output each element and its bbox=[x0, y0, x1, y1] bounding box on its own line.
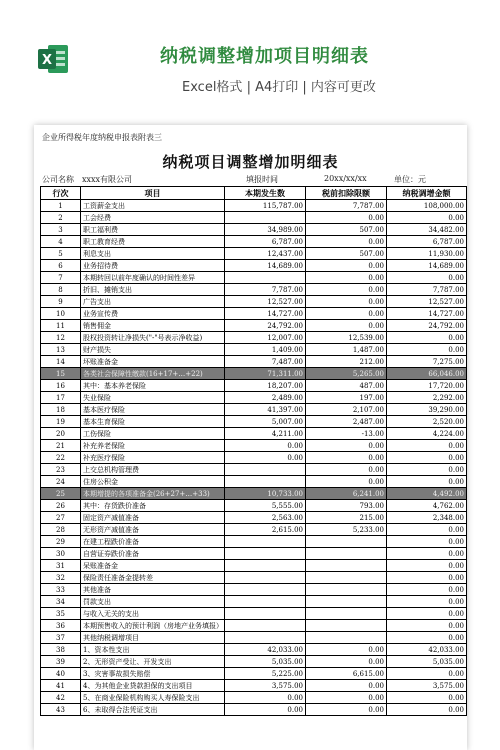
cell-amount bbox=[225, 464, 306, 476]
cell-item: 失业保险 bbox=[81, 392, 225, 404]
cell-tax-adjust: 2,520.00 bbox=[387, 416, 467, 428]
cell-tax-adjust: 7,787.00 bbox=[387, 284, 467, 296]
cell-deduction-limit: 212.00 bbox=[306, 356, 387, 368]
cell-amount: 0.00 bbox=[225, 440, 306, 452]
cell-deduction-limit: 507.00 bbox=[306, 224, 387, 236]
table-row bbox=[41, 296, 467, 308]
cell-tax-adjust: 0.00 bbox=[387, 632, 467, 644]
cell-amount: 2,563.00 bbox=[225, 512, 306, 524]
cell-row-number: 35 bbox=[41, 608, 81, 620]
header-deduction-limit: 税前扣除限额 bbox=[306, 187, 387, 200]
cell-deduction-limit: 0.00 bbox=[306, 704, 387, 716]
cell-tax-adjust: 0.00 bbox=[387, 620, 467, 632]
cell-deduction-limit: 487.00 bbox=[306, 380, 387, 392]
cell-row-number: 7 bbox=[41, 272, 81, 284]
cell-row-number: 9 bbox=[41, 296, 81, 308]
cell-amount bbox=[225, 596, 306, 608]
cell-tax-adjust: 2,292.00 bbox=[387, 392, 467, 404]
cell-row-number: 22 bbox=[41, 452, 81, 464]
cell-deduction-limit: 0.00 bbox=[306, 440, 387, 452]
cell-deduction-limit: 0.00 bbox=[306, 692, 387, 704]
table-row bbox=[41, 416, 467, 428]
cell-amount bbox=[225, 476, 306, 488]
cell-tax-adjust: 0.00 bbox=[387, 464, 467, 476]
cell-tax-adjust: 0.00 bbox=[387, 572, 467, 584]
table-row bbox=[41, 692, 467, 704]
cell-tax-adjust: 0.00 bbox=[387, 440, 467, 452]
cell-amount: 10,733.00 bbox=[225, 488, 306, 500]
cell-deduction-limit: 0.00 bbox=[306, 284, 387, 296]
cell-item: 其他准备 bbox=[81, 584, 225, 596]
cell-amount bbox=[225, 572, 306, 584]
fill-time-label: 填报时间 bbox=[246, 175, 278, 184]
cell-amount: 12,527.00 bbox=[225, 296, 306, 308]
cell-tax-adjust: 0.00 bbox=[387, 476, 467, 488]
cell-amount: 14,689.00 bbox=[225, 260, 306, 272]
cell-deduction-limit: 5,265.00 bbox=[306, 368, 387, 380]
cell-amount: 7,487.00 bbox=[225, 356, 306, 368]
cell-tax-adjust: 0.00 bbox=[387, 452, 467, 464]
cell-deduction-limit: 0.00 bbox=[306, 320, 387, 332]
cell-row-number: 5 bbox=[41, 248, 81, 260]
cell-item: 各类社会保障性缴款(16+17+…+22) bbox=[81, 368, 225, 380]
cell-tax-adjust: 0.00 bbox=[387, 212, 467, 224]
cell-amount bbox=[225, 560, 306, 572]
cell-deduction-limit: 0.00 bbox=[306, 236, 387, 248]
cell-tax-adjust: 0.00 bbox=[387, 536, 467, 548]
cell-tax-adjust: 0.00 bbox=[387, 524, 467, 536]
cell-deduction-limit: 0.00 bbox=[306, 212, 387, 224]
header-tax-adjust: 纳税调增金额 bbox=[387, 187, 467, 200]
table-row bbox=[41, 500, 467, 512]
cell-tax-adjust: 34,482.00 bbox=[387, 224, 467, 236]
cell-row-number: 32 bbox=[41, 572, 81, 584]
table-row bbox=[41, 608, 467, 620]
cell-tax-adjust: 0.00 bbox=[387, 344, 467, 356]
cell-item: 2、无形资产受让、开发支出 bbox=[81, 656, 225, 668]
cell-amount: 2,489.00 bbox=[225, 392, 306, 404]
cell-item: 本期增提的各项准备金(26+27+…+33) bbox=[81, 488, 225, 500]
cell-item: 住房公积金 bbox=[81, 476, 225, 488]
cell-row-number: 3 bbox=[41, 224, 81, 236]
cell-amount: 18,207.00 bbox=[225, 380, 306, 392]
cell-amount bbox=[225, 608, 306, 620]
table-row bbox=[41, 332, 467, 344]
cell-item: 呆账准备金 bbox=[81, 560, 225, 572]
table-row bbox=[41, 428, 467, 440]
cell-deduction-limit: 793.00 bbox=[306, 500, 387, 512]
table-row bbox=[41, 260, 467, 272]
cell-amount: 3,575.00 bbox=[225, 680, 306, 692]
excel-icon-letter: X bbox=[41, 53, 53, 68]
cell-tax-adjust: 5,035.00 bbox=[387, 656, 467, 668]
cell-item: 5、在商业保险机构购买人寿保险支出 bbox=[81, 692, 225, 704]
cell-deduction-limit: 215.00 bbox=[306, 512, 387, 524]
cell-row-number: 1 bbox=[41, 200, 81, 212]
cell-deduction-limit bbox=[306, 584, 387, 596]
cell-row-number: 8 bbox=[41, 284, 81, 296]
cell-row-number: 12 bbox=[41, 332, 81, 344]
table-row bbox=[41, 560, 467, 572]
cell-tax-adjust: 0.00 bbox=[387, 584, 467, 596]
table-row bbox=[41, 620, 467, 632]
cell-row-number: 11 bbox=[41, 320, 81, 332]
cell-item: 6、未取得合法凭证支出 bbox=[81, 704, 225, 716]
cell-deduction-limit: 6,615.00 bbox=[306, 668, 387, 680]
cell-tax-adjust: 4,224.00 bbox=[387, 428, 467, 440]
cell-deduction-limit bbox=[306, 608, 387, 620]
cell-item: 基本医疗保险 bbox=[81, 404, 225, 416]
cell-item: 财产损失 bbox=[81, 344, 225, 356]
table-row bbox=[41, 656, 467, 668]
cell-item: 补充养老保险 bbox=[81, 440, 225, 452]
cell-amount: 34,989.00 bbox=[225, 224, 306, 236]
table-row bbox=[41, 632, 467, 644]
cell-tax-adjust: 3,575.00 bbox=[387, 680, 467, 692]
cell-row-number: 27 bbox=[41, 512, 81, 524]
cell-item: 股权投资转让净损失("-"号表示净收益) bbox=[81, 332, 225, 344]
cell-deduction-limit bbox=[306, 620, 387, 632]
cell-row-number: 31 bbox=[41, 560, 81, 572]
header-amount: 本期发生数 bbox=[225, 187, 306, 200]
cell-amount bbox=[225, 620, 306, 632]
cell-tax-adjust: 12,527.00 bbox=[387, 296, 467, 308]
cell-item: 销售佣金 bbox=[81, 320, 225, 332]
cell-row-number: 28 bbox=[41, 524, 81, 536]
cell-item: 职工福利费 bbox=[81, 224, 225, 236]
cell-row-number: 33 bbox=[41, 584, 81, 596]
cell-deduction-limit: 0.00 bbox=[306, 308, 387, 320]
cell-tax-adjust: 17,720.00 bbox=[387, 380, 467, 392]
table-row bbox=[41, 476, 467, 488]
cell-row-number: 18 bbox=[41, 404, 81, 416]
table-row bbox=[41, 236, 467, 248]
cell-deduction-limit: 2,487.00 bbox=[306, 416, 387, 428]
cell-amount bbox=[225, 536, 306, 548]
cell-tax-adjust: 0.00 bbox=[387, 332, 467, 344]
cell-amount bbox=[225, 272, 306, 284]
cell-deduction-limit: 0.00 bbox=[306, 452, 387, 464]
cell-tax-adjust: 39,290.00 bbox=[387, 404, 467, 416]
table-row bbox=[41, 440, 467, 452]
cell-item: 利息支出 bbox=[81, 248, 225, 260]
form-subtitle: 企业所得税年度纳税申报表附表三 bbox=[42, 133, 162, 142]
cell-item: 其中：存货跌价准备 bbox=[81, 500, 225, 512]
cell-deduction-limit bbox=[306, 560, 387, 572]
cell-tax-adjust: 4,762.00 bbox=[387, 500, 467, 512]
cell-amount: 42,033.00 bbox=[225, 644, 306, 656]
cell-amount: 14,727.00 bbox=[225, 308, 306, 320]
cell-deduction-limit: 0.00 bbox=[306, 464, 387, 476]
cell-row-number: 21 bbox=[41, 440, 81, 452]
cell-row-number: 34 bbox=[41, 596, 81, 608]
header-item: 项目 bbox=[81, 187, 225, 200]
cell-item: 工会经费 bbox=[81, 212, 225, 224]
cell-deduction-limit: 2,107.00 bbox=[306, 404, 387, 416]
cell-item: 固定资产减值准备 bbox=[81, 512, 225, 524]
cell-item: 补充医疗保险 bbox=[81, 452, 225, 464]
cell-item: 无形资产减值准备 bbox=[81, 524, 225, 536]
cell-row-number: 39 bbox=[41, 656, 81, 668]
table-row bbox=[41, 404, 467, 416]
cell-amount: 5,555.00 bbox=[225, 500, 306, 512]
table-row bbox=[41, 368, 467, 380]
cell-row-number: 30 bbox=[41, 548, 81, 560]
cell-row-number: 23 bbox=[41, 464, 81, 476]
cell-item: 本期预售收入的预计利润（房地产业务填报） bbox=[81, 620, 225, 632]
company-name: xxxx有限公司 bbox=[82, 175, 133, 184]
cell-amount: 4,211.00 bbox=[225, 428, 306, 440]
cell-tax-adjust: 66,046.00 bbox=[387, 368, 467, 380]
cell-row-number: 4 bbox=[41, 236, 81, 248]
table-row bbox=[41, 380, 467, 392]
table-row bbox=[41, 464, 467, 476]
cell-tax-adjust: 0.00 bbox=[387, 548, 467, 560]
cell-row-number: 20 bbox=[41, 428, 81, 440]
cell-row-number: 17 bbox=[41, 392, 81, 404]
cell-amount bbox=[225, 548, 306, 560]
table-row bbox=[41, 572, 467, 584]
cell-tax-adjust: 6,787.00 bbox=[387, 236, 467, 248]
banner-title: 纳税调整增加项目明细表 bbox=[160, 46, 369, 67]
cell-deduction-limit bbox=[306, 596, 387, 608]
table-row bbox=[41, 344, 467, 356]
table-row bbox=[41, 308, 467, 320]
cell-tax-adjust: 0.00 bbox=[387, 596, 467, 608]
cell-item: 工资薪金支出 bbox=[81, 200, 225, 212]
table-row bbox=[41, 512, 467, 524]
cell-item: 罚款支出 bbox=[81, 596, 225, 608]
cell-item: 3、灾害事故损失赔偿 bbox=[81, 668, 225, 680]
cell-deduction-limit bbox=[306, 572, 387, 584]
cell-deduction-limit: 0.00 bbox=[306, 272, 387, 284]
cell-row-number: 16 bbox=[41, 380, 81, 392]
table-row bbox=[41, 704, 467, 716]
cell-row-number: 6 bbox=[41, 260, 81, 272]
spreadsheet-page bbox=[34, 125, 467, 750]
cell-deduction-limit: 197.00 bbox=[306, 392, 387, 404]
cell-deduction-limit: 0.00 bbox=[306, 476, 387, 488]
table-row bbox=[41, 524, 467, 536]
cell-item: 职工教育经费 bbox=[81, 236, 225, 248]
cell-row-number: 26 bbox=[41, 500, 81, 512]
cell-amount: 12,437.00 bbox=[225, 248, 306, 260]
cell-tax-adjust: 0.00 bbox=[387, 668, 467, 680]
cell-amount: 0.00 bbox=[225, 452, 306, 464]
table-row bbox=[41, 488, 467, 500]
cell-amount: 71,311.00 bbox=[225, 368, 306, 380]
cell-row-number: 40 bbox=[41, 668, 81, 680]
cell-amount bbox=[225, 212, 306, 224]
cell-item: 上交总机构管理费 bbox=[81, 464, 225, 476]
cell-tax-adjust: 7,275.00 bbox=[387, 356, 467, 368]
cell-deduction-limit: 6,241.00 bbox=[306, 488, 387, 500]
cell-deduction-limit bbox=[306, 632, 387, 644]
cell-deduction-limit: 5,233.00 bbox=[306, 524, 387, 536]
table-header-row bbox=[41, 187, 467, 200]
cell-deduction-limit: 0.00 bbox=[306, 260, 387, 272]
cell-row-number: 10 bbox=[41, 308, 81, 320]
table-row bbox=[41, 392, 467, 404]
cell-row-number: 41 bbox=[41, 680, 81, 692]
cell-amount: 115,787.00 bbox=[225, 200, 306, 212]
cell-row-number: 25 bbox=[41, 488, 81, 500]
cell-tax-adjust: 0.00 bbox=[387, 704, 467, 716]
cell-deduction-limit bbox=[306, 548, 387, 560]
table-row bbox=[41, 668, 467, 680]
cell-amount: 0.00 bbox=[225, 692, 306, 704]
cell-item: 折旧、摊销支出 bbox=[81, 284, 225, 296]
cell-item: 坏账准备金 bbox=[81, 356, 225, 368]
document-title: 纳税项目调整增加明细表 bbox=[162, 153, 339, 171]
table-row bbox=[41, 584, 467, 596]
cell-row-number: 13 bbox=[41, 344, 81, 356]
cell-tax-adjust: 42,033.00 bbox=[387, 644, 467, 656]
company-label: 公司名称 bbox=[42, 175, 74, 184]
header-row-no: 行次 bbox=[41, 187, 81, 200]
cell-deduction-limit: 0.00 bbox=[306, 296, 387, 308]
cell-amount: 5,035.00 bbox=[225, 656, 306, 668]
cell-deduction-limit: 7,787.00 bbox=[306, 200, 387, 212]
cell-tax-adjust: 0.00 bbox=[387, 272, 467, 284]
cell-item: 业务宣传费 bbox=[81, 308, 225, 320]
table-row bbox=[41, 452, 467, 464]
cell-item: 4、为其他企业贷款担保的支出项目 bbox=[81, 680, 225, 692]
cell-tax-adjust: 0.00 bbox=[387, 692, 467, 704]
cell-amount: 5,225.00 bbox=[225, 668, 306, 680]
cell-row-number: 2 bbox=[41, 212, 81, 224]
adjustment-table bbox=[40, 186, 467, 716]
cell-tax-adjust: 14,727.00 bbox=[387, 308, 467, 320]
table-row bbox=[41, 284, 467, 296]
cell-tax-adjust: 11,930.00 bbox=[387, 248, 467, 260]
cell-tax-adjust: 14,689.00 bbox=[387, 260, 467, 272]
table-row bbox=[41, 536, 467, 548]
excel-icon bbox=[36, 42, 70, 76]
table-row bbox=[41, 548, 467, 560]
cell-item: 基本生育保险 bbox=[81, 416, 225, 428]
banner bbox=[0, 0, 500, 112]
cell-row-number: 43 bbox=[41, 704, 81, 716]
table-row bbox=[41, 200, 467, 212]
table-row bbox=[41, 224, 467, 236]
cell-row-number: 37 bbox=[41, 632, 81, 644]
table-row bbox=[41, 248, 467, 260]
cell-item: 与收入无关的支出 bbox=[81, 608, 225, 620]
cell-amount: 24,792.00 bbox=[225, 320, 306, 332]
table-row bbox=[41, 320, 467, 332]
cell-tax-adjust: 0.00 bbox=[387, 560, 467, 572]
cell-deduction-limit: 0.00 bbox=[306, 644, 387, 656]
cell-amount: 0.00 bbox=[225, 704, 306, 716]
cell-tax-adjust: 0.00 bbox=[387, 608, 467, 620]
cell-amount: 1,409.00 bbox=[225, 344, 306, 356]
cell-row-number: 29 bbox=[41, 536, 81, 548]
cell-item: 本期转回以前年度确认的时间性差异 bbox=[81, 272, 225, 284]
cell-tax-adjust: 2,348.00 bbox=[387, 512, 467, 524]
table-row bbox=[41, 212, 467, 224]
cell-row-number: 36 bbox=[41, 620, 81, 632]
cell-row-number: 14 bbox=[41, 356, 81, 368]
cell-deduction-limit: 12,539.00 bbox=[306, 332, 387, 344]
cell-deduction-limit: -13.00 bbox=[306, 428, 387, 440]
cell-item: 业务招待费 bbox=[81, 260, 225, 272]
cell-item: 自营证券跌价准备 bbox=[81, 548, 225, 560]
cell-amount: 6,787.00 bbox=[225, 236, 306, 248]
cell-item: 广告支出 bbox=[81, 296, 225, 308]
cell-item: 其中：基本养老保险 bbox=[81, 380, 225, 392]
table-row bbox=[41, 596, 467, 608]
cell-amount: 2,615.00 bbox=[225, 524, 306, 536]
cell-deduction-limit bbox=[306, 536, 387, 548]
cell-tax-adjust: 24,792.00 bbox=[387, 320, 467, 332]
cell-tax-adjust: 108,000.00 bbox=[387, 200, 467, 212]
fill-date: 20xx/xx/xx bbox=[324, 174, 367, 183]
table-row bbox=[41, 680, 467, 692]
cell-amount bbox=[225, 632, 306, 644]
cell-amount bbox=[225, 584, 306, 596]
table-row bbox=[41, 644, 467, 656]
cell-deduction-limit: 0.00 bbox=[306, 656, 387, 668]
cell-row-number: 19 bbox=[41, 416, 81, 428]
cell-row-number: 24 bbox=[41, 476, 81, 488]
cell-deduction-limit: 507.00 bbox=[306, 248, 387, 260]
cell-row-number: 38 bbox=[41, 644, 81, 656]
cell-item: 其他纳税调增项目 bbox=[81, 632, 225, 644]
cell-amount: 5,007.00 bbox=[225, 416, 306, 428]
cell-item: 保险责任准备金提转差 bbox=[81, 572, 225, 584]
cell-row-number: 42 bbox=[41, 692, 81, 704]
cell-item: 工伤保险 bbox=[81, 428, 225, 440]
cell-deduction-limit: 0.00 bbox=[306, 680, 387, 692]
cell-row-number: 15 bbox=[41, 368, 81, 380]
banner-subtitle: Excel格式 | A4打印 | 内容可更改 bbox=[182, 80, 376, 95]
cell-amount: 7,787.00 bbox=[225, 284, 306, 296]
table-row bbox=[41, 356, 467, 368]
cell-item: 1、资本性支出 bbox=[81, 644, 225, 656]
cell-deduction-limit: 1,487.00 bbox=[306, 344, 387, 356]
cell-amount: 41,397.00 bbox=[225, 404, 306, 416]
cell-tax-adjust: 4,492.00 bbox=[387, 488, 467, 500]
table-row bbox=[41, 272, 467, 284]
cell-amount: 12,007.00 bbox=[225, 332, 306, 344]
unit-label: 单位：元 bbox=[394, 175, 426, 184]
cell-item: 在建工程跌价准备 bbox=[81, 536, 225, 548]
